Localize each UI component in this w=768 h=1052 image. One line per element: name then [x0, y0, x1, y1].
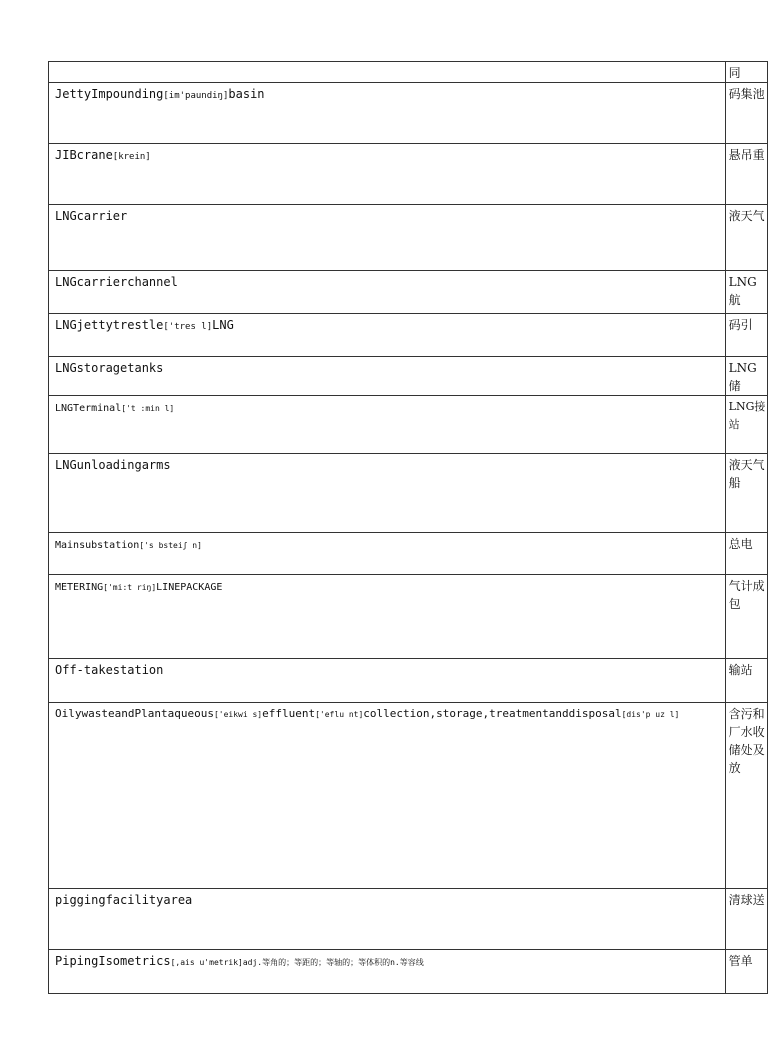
phonetic-text: [krein]: [112, 152, 151, 162]
phonetic-text: ['mi:t riŋ]: [103, 583, 157, 592]
term-cell: [49, 659, 726, 703]
table-row: [49, 889, 768, 950]
term-tail-text: basin: [228, 87, 265, 101]
phonetic-text: ['s bsteiʃ n]: [139, 541, 202, 550]
phonetic-text: [im'paundiŋ]: [163, 91, 229, 101]
term-cell: [49, 396, 726, 454]
term-text: LNGcarrier: [55, 209, 128, 223]
phonetic-text: ['eikwi s]: [213, 710, 263, 719]
table-row: [49, 144, 768, 205]
translation-cell: 气计成包: [725, 575, 767, 659]
table-row: [49, 396, 768, 454]
term-text: JIBcrane: [55, 148, 113, 162]
translation-cell: 含污和厂水收储处及放: [725, 703, 767, 889]
translation-cell: 液天气船: [725, 454, 767, 533]
term-text: piggingfacilityarea: [55, 893, 193, 907]
term-cell: [49, 357, 726, 396]
term-text: METERING: [55, 582, 104, 593]
table-row: [49, 205, 768, 271]
term-cell: [49, 144, 726, 205]
table-row: [49, 357, 768, 396]
table-row: [49, 271, 768, 314]
translation-cell: 码集池: [725, 83, 767, 144]
term-cell: [49, 62, 726, 83]
table-row: [49, 950, 768, 994]
term-cell: [49, 703, 726, 889]
term-cell: [49, 314, 726, 357]
term-cell: [49, 205, 726, 271]
table-row: [49, 83, 768, 144]
term-text: LNGstoragetanks: [55, 361, 164, 375]
term-text: Mainsubstation: [55, 540, 140, 551]
term-cell: [49, 83, 726, 144]
table-row: [49, 575, 768, 659]
translation-cell: LNG储: [725, 357, 767, 396]
term-text: OilywasteandPlantaqueous: [55, 707, 214, 720]
term-cell: [49, 271, 726, 314]
phonetic-text: ['t :min l]: [121, 404, 175, 413]
table-row: [49, 454, 768, 533]
term-cell: [49, 533, 726, 575]
glossary-table: [48, 61, 768, 994]
term-text-2: effluent: [262, 707, 316, 720]
phonetic-text-3: [dis'p uz l]: [621, 710, 680, 719]
phonetic-text: [,ais u'metrik]adj.等角的；等距的；等轴的；等体积的n.等容线: [170, 958, 424, 967]
term-cell: [49, 454, 726, 533]
term-text: LNGjettytrestle: [55, 318, 164, 332]
phonetic-text-2: ['eflu nt]: [315, 710, 364, 719]
phonetic-text: ['tres l]: [163, 322, 213, 332]
table-row: [49, 659, 768, 703]
term-tail-text: LNG: [212, 318, 234, 332]
translation-cell: 悬吊重: [725, 144, 767, 205]
term-text: LNGunloadingarms: [55, 458, 171, 472]
translation-cell: LNG航: [725, 271, 767, 314]
translation-cell: 输站: [725, 659, 767, 703]
table-header-row: [49, 62, 768, 83]
table-row: [49, 703, 768, 889]
translation-cell: 总电: [725, 533, 767, 575]
term-text: PipingIsometrics: [55, 954, 171, 968]
table-row: [49, 533, 768, 575]
translation-cell: 同: [725, 62, 767, 83]
term-cell: [49, 575, 726, 659]
term-text-3: collection,storage,treatmentanddisposal: [363, 707, 622, 720]
term-text: JettyImpounding: [55, 87, 164, 101]
translation-cell: 管单: [725, 950, 767, 994]
table-row: [49, 314, 768, 357]
translation-cell: LNG接站: [725, 396, 767, 454]
translation-cell: 清球送: [725, 889, 767, 950]
term-cell: [49, 889, 726, 950]
term-text: LNGcarrierchannel: [55, 275, 178, 289]
term-text: Off-takestation: [55, 663, 164, 677]
translation-cell: 码引: [725, 314, 767, 357]
term-cell: [49, 950, 726, 994]
term-text: LNGTerminal: [55, 403, 122, 414]
term-tail-text: LINEPACKAGE: [156, 582, 223, 593]
translation-cell: 液天气: [725, 205, 767, 271]
